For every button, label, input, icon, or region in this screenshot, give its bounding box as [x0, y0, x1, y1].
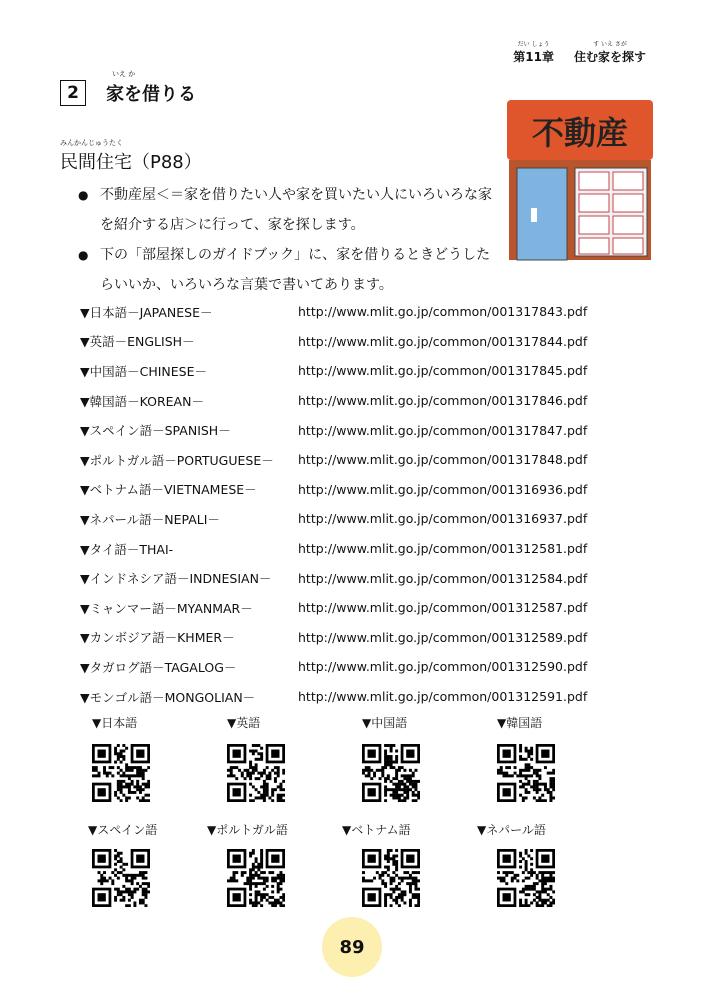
qr-label: ▼韓国語 [497, 716, 543, 730]
link-language: ▼中国語－CHINESE－ [80, 363, 208, 379]
page-header [513, 41, 646, 65]
link-row [80, 593, 620, 623]
qr-label: ▼日本語 [92, 716, 138, 730]
link-language: ▼韓国語－KOREAN－ [80, 393, 204, 409]
link-language: ▼タガログ語－TAGALOG－ [80, 659, 237, 675]
link-language: ▼スペイン語－SPANISH－ [80, 423, 231, 439]
link-row [80, 327, 620, 357]
real-estate-shop-illustration [505, 100, 655, 262]
link-url[interactable]: http://www.mlit.go.jp/common/001312581.pdf [298, 541, 588, 557]
link-row [80, 682, 620, 712]
subheading: みんかんじゅうたく 民間住宅（P88） [60, 139, 202, 173]
qr-cell [207, 714, 342, 821]
section-number: 2 [60, 80, 86, 106]
link-url[interactable]: http://www.mlit.go.jp/common/001312590.pdf [298, 659, 588, 675]
link-row [80, 504, 620, 534]
link-url[interactable]: http://www.mlit.go.jp/common/001312589.pdf [298, 629, 588, 645]
link-row [80, 563, 620, 593]
qr-code-icon[interactable] [362, 744, 420, 802]
qr-label: ▼ポルトガル語 [207, 823, 288, 837]
shop-sign-text: 不動産 [531, 114, 629, 152]
chapter-label: だい しょう 第11章 [513, 41, 554, 64]
link-url[interactable]: http://www.mlit.go.jp/common/001312591.pdf [298, 689, 588, 705]
qr-cell [72, 821, 207, 928]
link-row [80, 415, 620, 445]
qr-row [72, 821, 612, 928]
link-language: ▼インドネシア語－INDNESIAN－ [80, 571, 272, 587]
qr-label: ▼ベトナム語 [342, 823, 411, 837]
link-url[interactable]: http://www.mlit.go.jp/common/001316937.pdf [298, 511, 588, 527]
bullet-list [78, 180, 498, 300]
section-heading: いえ か 家を借りる [106, 70, 196, 105]
link-language: ▼ミャンマー語－MYANMAR－ [80, 600, 253, 616]
qr-code-icon[interactable] [92, 744, 150, 802]
door-handle [531, 208, 537, 222]
qr-code-grid [72, 714, 612, 928]
qr-cell [72, 714, 207, 821]
link-row [80, 475, 620, 505]
link-url[interactable]: http://www.mlit.go.jp/common/001317844.pdf [298, 333, 588, 349]
qr-cell [342, 714, 477, 821]
page-number: 89 [322, 917, 382, 977]
qr-code-icon[interactable] [497, 744, 555, 802]
qr-cell [207, 821, 342, 928]
qr-cell [477, 714, 612, 821]
link-row [80, 386, 620, 416]
qr-label: ▼英語 [227, 716, 261, 730]
bullet-item: ● 下の「部屋探しのガイドブック」に、家を借りるときどうしたらいいか、いろいろな言葉で書いてあります。 [78, 240, 498, 300]
link-row [80, 652, 620, 682]
qr-row [72, 714, 612, 821]
guidebook-link-list [80, 297, 620, 711]
qr-label: ▼スペイン語 [88, 823, 158, 837]
bullet-item: ● 不動産屋＜＝家を借りたい人や家を買いたい人にいろいろな家を紹介する店＞に行って、家を探します。 [78, 180, 498, 240]
link-row [80, 623, 620, 653]
qr-cell [342, 821, 477, 928]
link-row [80, 445, 620, 475]
link-url[interactable]: http://www.mlit.go.jp/common/001317845.pdf [298, 363, 588, 379]
qr-label: ▼ネパール語 [477, 823, 546, 837]
link-row [80, 534, 620, 564]
link-language: ▼カンボジア語－KHMER－ [80, 630, 235, 646]
link-url[interactable]: http://www.mlit.go.jp/common/001312584.pdf [298, 570, 588, 586]
link-language: ▼ネパール語－NEPALI－ [80, 511, 220, 527]
link-language: ▼英語－ENGLISH－ [80, 334, 195, 350]
qr-code-icon[interactable] [362, 849, 420, 907]
shop-door [517, 168, 567, 260]
qr-code-icon[interactable] [92, 849, 150, 907]
qr-code-icon[interactable] [497, 849, 555, 907]
link-url[interactable]: http://www.mlit.go.jp/common/001316936.pdf [298, 481, 588, 497]
link-url[interactable]: http://www.mlit.go.jp/common/001317847.pdf [298, 422, 588, 438]
qr-code-icon[interactable] [227, 849, 285, 907]
link-language: ▼日本語－JAPANESE－ [80, 304, 213, 320]
chapter-topic: す いえ さが 住む家を探す [573, 41, 646, 64]
link-url[interactable]: http://www.mlit.go.jp/common/001317848.pdf [298, 452, 588, 468]
qr-label: ▼中国語 [362, 716, 408, 730]
section-title [60, 70, 196, 106]
link-url[interactable]: http://www.mlit.go.jp/common/001317846.pdf [298, 393, 588, 409]
link-url[interactable]: http://www.mlit.go.jp/common/001312587.pdf [298, 600, 588, 616]
link-url[interactable]: http://www.mlit.go.jp/common/001317843.pdf [298, 304, 588, 320]
link-row [80, 356, 620, 386]
link-language: ▼モンゴル語－MONGOLIAN－ [80, 689, 256, 705]
qr-cell [477, 821, 612, 928]
bullet-dot-icon: ● [78, 188, 89, 202]
bullet-dot-icon: ● [78, 248, 89, 262]
link-language: ▼ベトナム語－VIETNAMESE－ [80, 482, 257, 498]
link-language: ▼タイ語－THAI- [80, 541, 174, 557]
link-language: ▼ポルトガル語－PORTUGUESE－ [80, 452, 274, 468]
qr-code-icon[interactable] [227, 744, 285, 802]
link-row [80, 297, 620, 327]
